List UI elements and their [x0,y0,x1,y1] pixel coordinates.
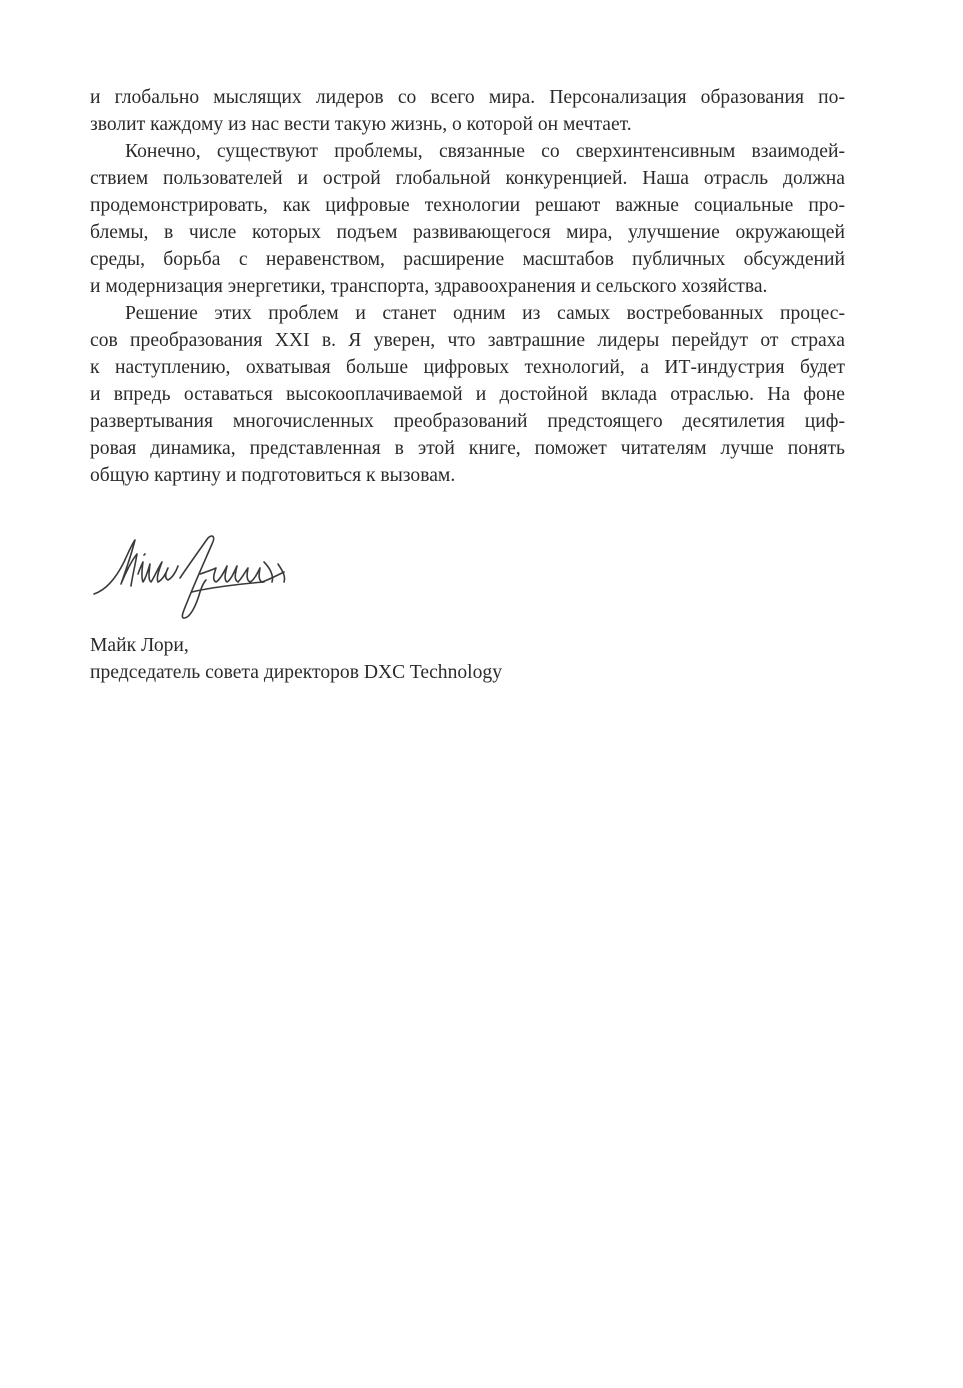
paragraph-2-line-2: ствием пользователей и острой глобальной конкуренцией. Наша отрасль должна [90,168,845,189]
paragraph-1-line-1: и глобально мыслящих лидеров со всего мира. Персонализация образования по- [90,87,845,108]
paragraph-3-line-1: Решение этих проблем и станет одним из самых востребованных процес- [125,303,845,324]
paragraph-2-line-6: и модернизация энергетики, транспорта, здравоохранения и сельского хозяйства. [90,276,768,297]
paragraph-3-line-4: и впредь оставаться высокооплачиваемой и достойной вклада отраслью. На фоне [90,384,845,405]
paragraph-3-line-2: сов преобразования XXI в. Я уверен, что завтрашние лидеры перейдут от страха [90,330,845,351]
paragraph-2-line-3: продемонстрировать, как цифровые технологии решают важные социальные про- [90,195,845,216]
author-title: председатель совета директоров DXC Technology [90,662,503,683]
paragraph-2-line-5: среды, борьба с неравенством, расширение масштабов публичных обсуждений [90,249,845,270]
paragraph-2-line-1: Конечно, существуют проблемы, связанные со сверхинтенсивным взаимодей- [125,141,845,162]
paragraph-3-line-5: развертывания многочисленных преобразований предстоящего десятилетия циф- [90,411,845,432]
paragraph-3-line-6: ровая динамика, представленная в этой книге, поможет читателям лучше понять [90,438,845,459]
paragraph-2-line-4: блемы, в числе которых подъем развивающегося мира, улучшение окружающей [90,222,845,243]
paragraph-3-line-3: к наступлению, охватывая больше цифровых технологий, а ИТ-индустрия будет [90,357,845,378]
signature-image [88,522,300,626]
author-name: Майк Лори, [90,635,189,656]
signature-caption [90,632,790,686]
paragraph-3-line-7: общую картину и подготовиться к вызовам. [90,465,456,486]
handwritten-signature [88,522,300,626]
body-text [90,84,845,489]
paragraph-1-line-2: зволит каждому из нас вести такую жизнь, о которой он мечтает. [90,114,632,135]
